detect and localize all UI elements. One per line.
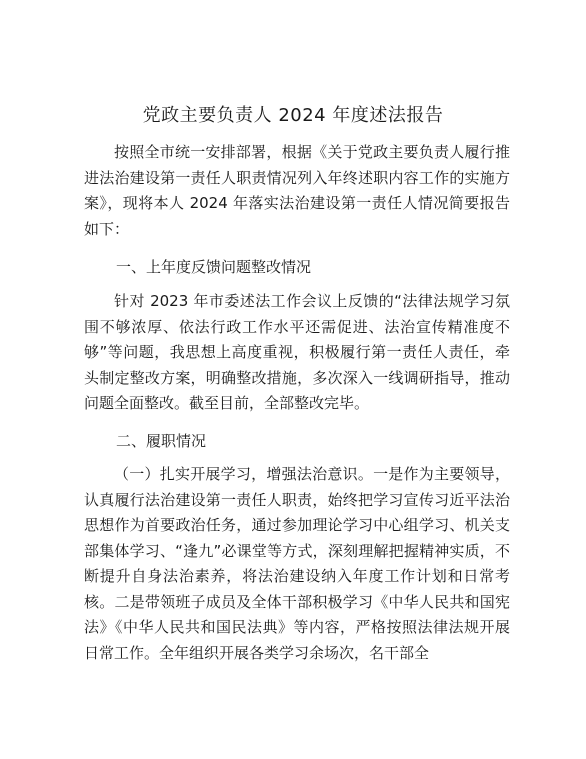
rectification-paragraph: 针对 2023 年市委述法工作会议上反馈的“法律法规学习氛围不够浓厚、依法行政工作水平还需促进、法治宣传精准度不够”等问题，我思想上高度重视，积极履行第一责任人责任，牵头制定整改方案，明确整改措施，多次深入一线调研指导，推动问题全面整改。截至目前，全部整改完毕。 [84,292,510,412]
section-heading-rectification: 一、上年度反馈问题整改情况 [116,258,312,276]
intro-paragraph: 按照全市统一安排部署，根据《关于党政主要负责人履行推进法治建设第一责任人职责情况列入年终述职内容工作的实施方案》，现将本人 2024 年落实法治建设第一责任人情况简要报告如下： [84,143,510,238]
duty-performance-paragraph: （一）扎实开展学习，增强法治意识。一是作为主要领导，认真履行法治建设第一责任人职责，始终把学习宣传习近平法治思想作为首要政治任务，通过参加理论学习中心组学习、机关支部集体学习、“逢九”必课堂等方式，深刻理解把握精神实质，不断提升自身法治素养，将法治建设纳入年度工作计划和日常考核。二是带领班子成员及全体干部积极学习《中华人民共和国宪法》《中华人民共和国民法典》等内容，严格按照法律法规开展日常工作。全年组织开展各类学习余场次，名干部全 [84,465,510,662]
document-title: 党政主要负责人 2024 年度述法报告 [142,105,444,126]
section-heading-duty-performance: 二、履职情况 [116,432,207,450]
